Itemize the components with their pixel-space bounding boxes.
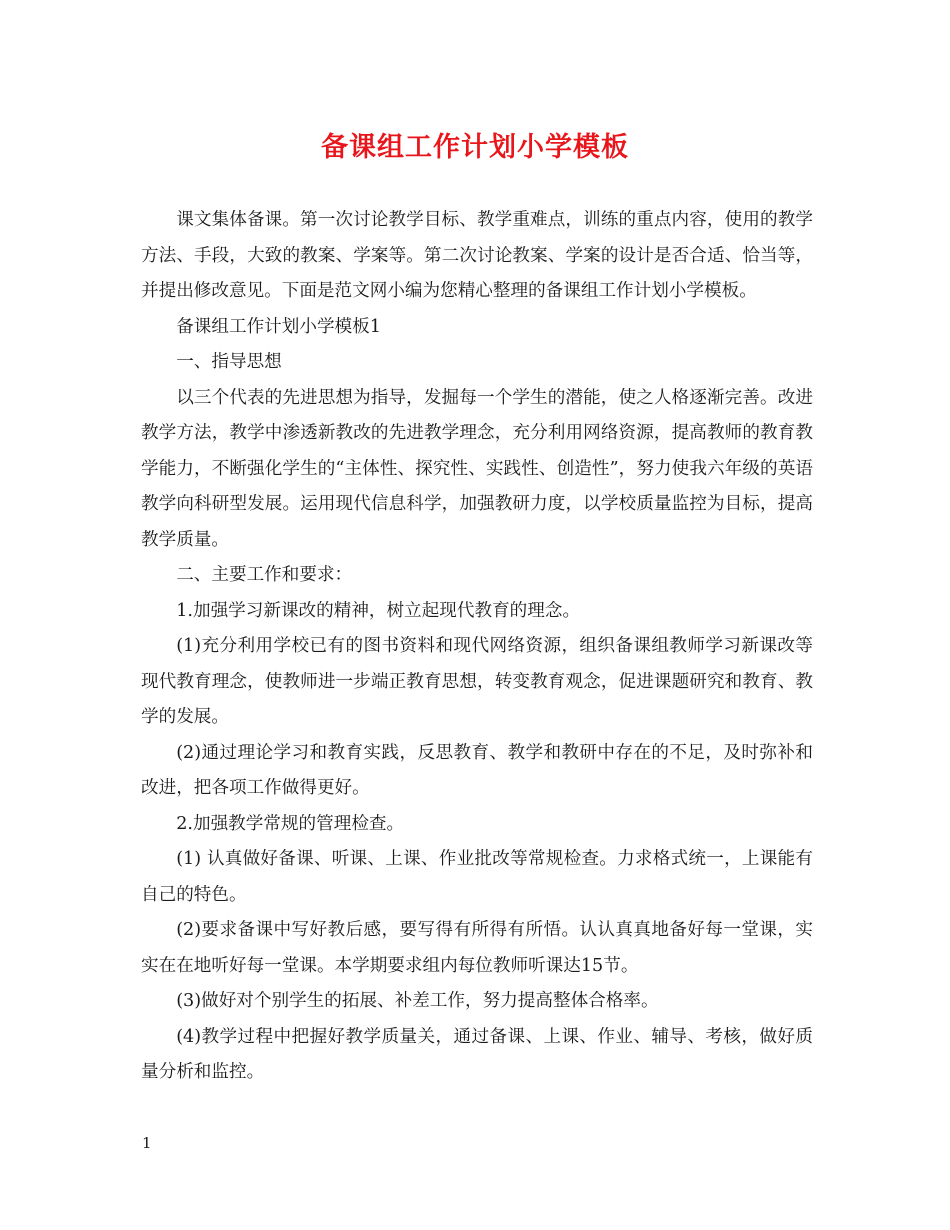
- paragraph-guiding-thought: 以三个代表的先进思想为指导，发掘每一个学生的潜能，使之人格逐渐完善。改进教学方法，教学中渗透新教改的先进教学理念，充分利用网络资源，提高教师的教育教学能力，不断强化学生的“主体性、探究性、实践性、创造性”，努力使我六年级的英语教学向科研型发展。运用现代信息科学，加强教研力度，以学校质量监控为目标，提高教学质量。: [141, 387, 813, 550]
- section-heading-1: 一、指导思想: [176, 352, 282, 372]
- section-heading-2: 二、主要工作和要求：: [176, 565, 353, 585]
- document-body: [141, 203, 813, 1091]
- list-item-1-1: (1)充分利用学校已有的图书资料和现代网络资源，组织备课组教师学习新课改等现代教育理念，使教师进一步端正教育思想，转变教育观念，促进课题研究和教育、教学的发展。: [141, 636, 813, 727]
- list-item-1: 1.加强学习新课改的精神，树立起现代教育的理念。: [176, 600, 581, 621]
- document-title: 备课组工作计划小学模板: [321, 132, 629, 163]
- paragraph-intro: 课文集体备课。第一次讨论教学目标、教学重难点，训练的重点内容，使用的教学方法、手段，大致的教案、学案等。第二次讨论教案、学案的设计是否合适、恰当等，并提出修改意见。下面是范文网小编为您精心整理的备课组工作计划小学模板。: [141, 210, 813, 301]
- list-item-1-2: (2)通过理论学习和教育实践，反思教育、教学和教研中存在的不足，及时弥补和改进，把各项工作做得更好。: [141, 742, 813, 798]
- list-item-2-2: (2)要求备课中写好教后感，要写得有所得有所悟。认认真真地备好每一堂课，实实在在地听好每一堂课。本学期要求组内每位教师听课达15节。: [141, 920, 813, 976]
- list-item-2-4: (4)教学过程中把握好教学质量关，通过备课、上课、作业、辅导、考核，做好质量分析和监控。: [141, 1026, 813, 1082]
- list-item-2: 2.加强教学常规的管理检查。: [176, 813, 405, 834]
- list-item-2-3: (3)做好对个别学生的拓展、补差工作，努力提高整体合格率。: [176, 991, 659, 1011]
- page-number: 1: [142, 1134, 152, 1152]
- paragraph-subtitle: 备课组工作计划小学模板1: [176, 316, 381, 337]
- list-item-2-1: (1) 认真做好备课、听课、上课、作业批改等常规检查。力求格式统一，上课能有自己的特色。: [141, 849, 813, 905]
